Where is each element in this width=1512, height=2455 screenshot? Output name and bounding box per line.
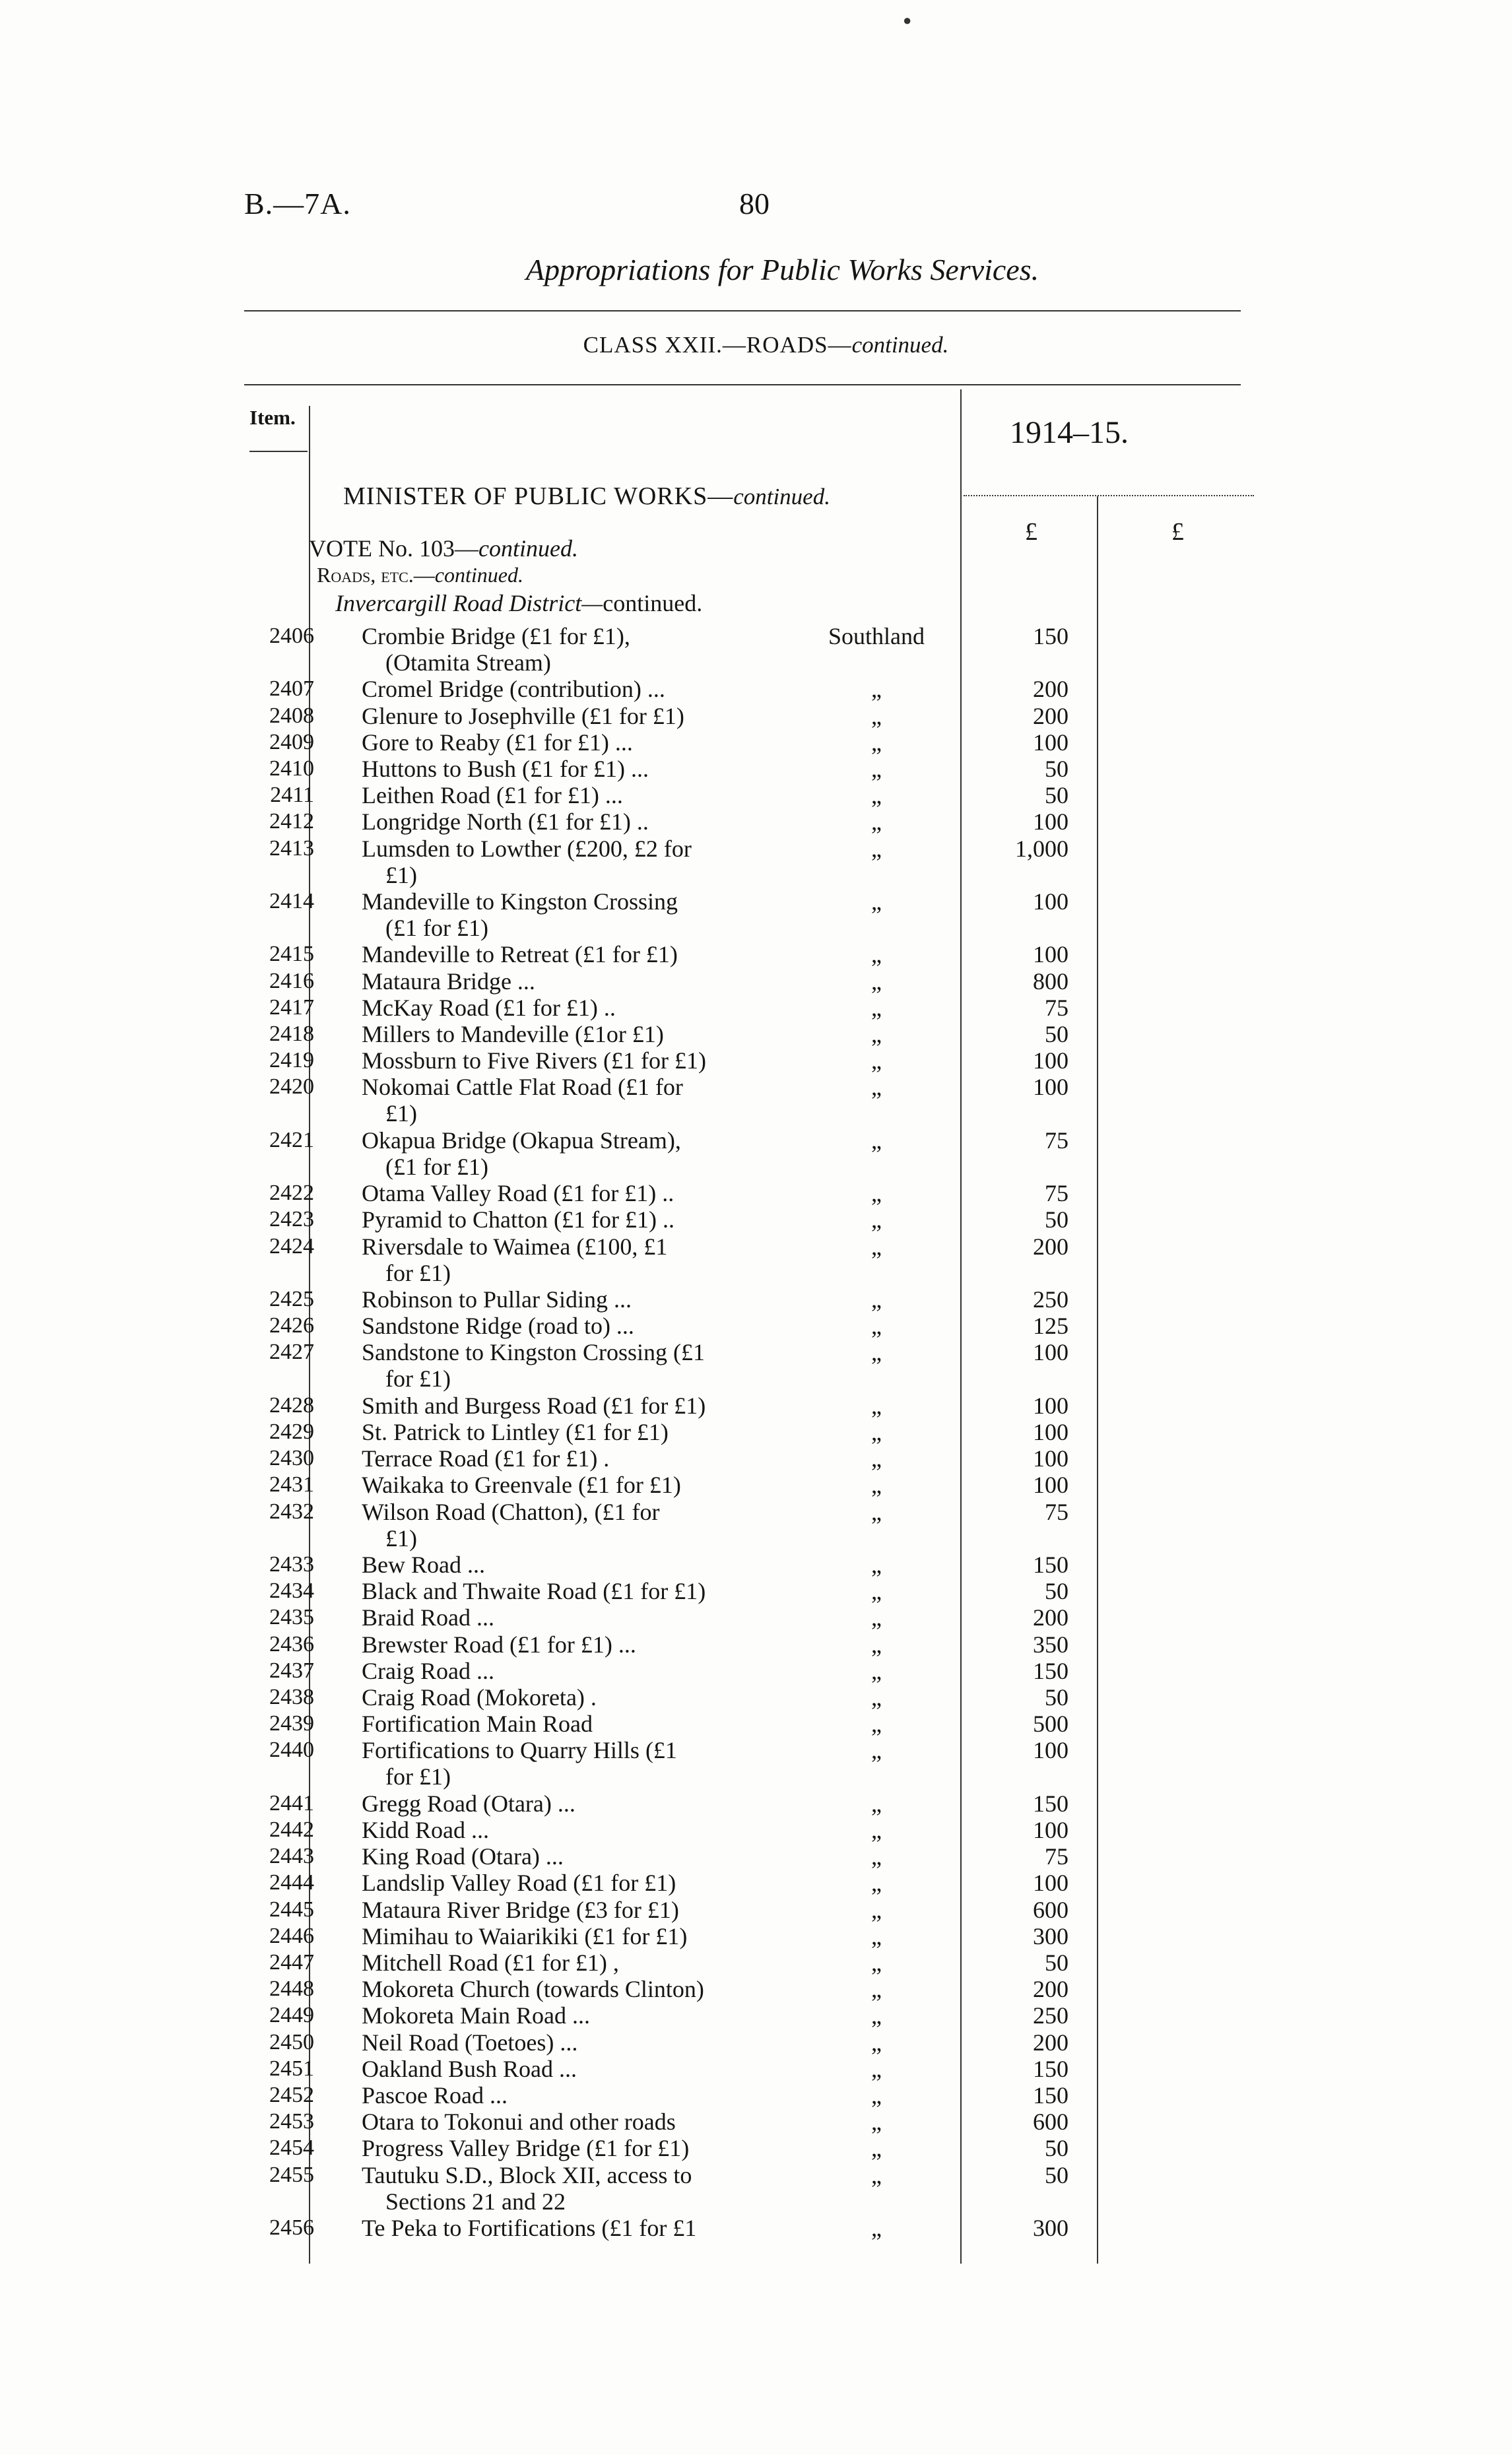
item-district: „ [871, 1233, 882, 1260]
item-number: 2427 [269, 1340, 314, 1364]
item-amount: 200 [1033, 676, 1068, 702]
item-district: Southland [828, 623, 925, 649]
roads-heading-main: Roads, etc.— [317, 563, 435, 587]
item-description [362, 1445, 771, 1472]
item-district: „ [871, 1737, 882, 1763]
item-description [362, 1074, 771, 1127]
description-line: Mokoreta Main Road ... [362, 2002, 590, 2029]
item-amount: 500 [1033, 1711, 1068, 1737]
item-district: „ [871, 995, 882, 1021]
item-description [362, 808, 771, 835]
item-number: 2430 [269, 1446, 314, 1470]
description-line: Progress Valley Bridge (£1 for £1) [362, 2135, 690, 2161]
item-header-underline [249, 451, 308, 452]
item-district: „ [871, 2056, 882, 2082]
item-amount: 300 [1033, 1923, 1068, 1949]
item-amount: 800 [1033, 968, 1068, 995]
item-number: 2428 [269, 1393, 314, 1418]
item-description [362, 1021, 771, 1047]
description-line: Mimihau to Waiarikiki (£1 for £1) [362, 1923, 688, 1949]
item-amount: 150 [1033, 2056, 1068, 2082]
item-amount: 50 [1045, 1684, 1068, 1711]
item-number: 2450 [269, 2030, 314, 2054]
item-number: 2439 [269, 1711, 314, 1736]
year-column-header: 1914–15. [1010, 415, 1129, 450]
item-number: 2444 [269, 1870, 314, 1895]
item-description [362, 1658, 771, 1684]
item-number: 2425 [269, 1287, 314, 1311]
item-district: „ [871, 1392, 882, 1419]
item-number: 2441 [269, 1791, 314, 1816]
year-header-rule [964, 495, 1254, 496]
item-number: 2426 [269, 1313, 314, 1338]
item-description [362, 2029, 771, 2056]
district-heading [335, 589, 702, 617]
item-number: 2445 [269, 1897, 314, 1922]
district-heading-main: Invercargill Road District— [335, 590, 603, 616]
item-amount: 250 [1033, 1286, 1068, 1313]
item-number: 2421 [269, 1128, 314, 1152]
description-continuation: (Otamita Stream) [385, 649, 551, 676]
description-line: St. Patrick to Lintley (£1 for £1) [362, 1419, 669, 1445]
description-line: Wilson Road (Chatton), (£1 for [362, 1499, 660, 1525]
item-description [362, 888, 771, 941]
item-district: „ [871, 1472, 882, 1498]
item-description [362, 1711, 771, 1737]
item-number: 2438 [269, 1685, 314, 1709]
item-number: 2436 [269, 1632, 314, 1656]
scan-mark-top: ● [903, 12, 912, 28]
description-continuation: £1) [385, 1525, 417, 1552]
description-continuation: (£1 for £1) [385, 915, 488, 941]
item-amount: 50 [1045, 2135, 1068, 2161]
document-reference: B.—7A. [244, 187, 351, 220]
item-description [362, 1604, 771, 1631]
item-amount: 350 [1033, 1631, 1068, 1658]
item-number: 2454 [269, 2136, 314, 2160]
item-number: 2452 [269, 2083, 314, 2107]
minister-heading [343, 482, 830, 511]
description-line: Sandstone Ridge (road to) ... [362, 1313, 634, 1339]
item-district: „ [871, 1817, 882, 1843]
item-number: 2442 [269, 1817, 314, 1842]
item-district: „ [871, 1313, 882, 1339]
item-amount: 200 [1033, 1976, 1068, 2002]
item-description [362, 703, 771, 729]
description-line: Glenure to Josephville (£1 for £1) [362, 703, 684, 729]
item-number: 2410 [269, 756, 314, 781]
item-number: 2414 [269, 889, 314, 913]
item-amount: 150 [1033, 1658, 1068, 1684]
item-district: „ [871, 2082, 882, 2109]
class-heading-main: CLASS XXII.—ROADS— [583, 332, 852, 358]
description-line: Otara to Tokonui and other roads [362, 2109, 676, 2135]
description-line: Waikaka to Greenvale (£1 for £1) [362, 1472, 681, 1498]
item-number: 2448 [269, 1977, 314, 2001]
item-number: 2434 [269, 1579, 314, 1603]
title-rule [244, 310, 1241, 311]
item-district: „ [871, 1897, 882, 1923]
description-line: Terrace Road (£1 for £1) . [362, 1445, 610, 1472]
item-amount: 150 [1033, 623, 1068, 649]
item-description [362, 1180, 771, 1206]
description-line: Landslip Valley Road (£1 for £1) [362, 1870, 676, 1896]
item-amount: 50 [1045, 756, 1068, 782]
item-description [362, 995, 771, 1021]
item-column-header: Item. [249, 406, 296, 429]
item-description [362, 1897, 771, 1923]
description-line: Longridge North (£1 for £1) .. [362, 808, 649, 835]
item-district: „ [871, 1419, 882, 1445]
minister-heading-continued: continued. [733, 484, 830, 509]
description-line: Huttons to Bush (£1 for £1) ... [362, 756, 649, 782]
item-description [362, 2215, 771, 2241]
amount-column-divider-right [1097, 496, 1098, 2264]
item-amount: 600 [1033, 1897, 1068, 1923]
item-amount: 100 [1033, 729, 1068, 756]
item-district: „ [871, 1286, 882, 1313]
item-district: „ [871, 1658, 882, 1684]
item-number: 2419 [269, 1048, 314, 1072]
item-district: „ [871, 1870, 882, 1896]
item-number: 2449 [269, 2003, 314, 2027]
description-continuation: Sections 21 and 22 [385, 2188, 566, 2215]
currency-symbol-items: £ [1025, 518, 1037, 546]
item-description [362, 1339, 771, 1392]
item-amount: 100 [1033, 808, 1068, 835]
description-line: Cromel Bridge (contribution) ... [362, 676, 665, 702]
item-description [362, 1392, 771, 1419]
item-description [362, 1578, 771, 1604]
item-district: „ [871, 1631, 882, 1658]
description-line: Pyramid to Chatton (£1 for £1) .. [362, 1206, 674, 1233]
item-district: „ [871, 1445, 882, 1472]
item-description [362, 2162, 771, 2215]
item-description [362, 623, 771, 676]
item-amount: 100 [1033, 1870, 1068, 1896]
minister-heading-main: MINISTER OF PUBLIC WORKS— [343, 482, 734, 510]
item-district: „ [871, 1976, 882, 2002]
item-description [362, 2002, 771, 2029]
class-heading-continued: continued. [851, 332, 949, 358]
description-line: Crombie Bridge (£1 for £1), [362, 623, 630, 649]
roads-heading-continued: continued. [434, 563, 523, 587]
item-number: 2413 [269, 836, 314, 861]
description-line: Bew Road ... [362, 1552, 485, 1578]
description-line: Black and Thwaite Road (£1 for £1) [362, 1578, 706, 1604]
item-description [362, 756, 771, 782]
item-description [362, 2056, 771, 2082]
item-number: 2429 [269, 1420, 314, 1444]
vote-heading-continued: continued. [478, 535, 578, 562]
item-amount: 200 [1033, 703, 1068, 729]
item-district: „ [871, 703, 882, 729]
item-district: „ [871, 1047, 882, 1074]
description-line: Neil Road (Toetoes) ... [362, 2029, 578, 2056]
item-district: „ [871, 835, 882, 862]
vote-heading [309, 535, 578, 562]
item-number: 2435 [269, 1605, 314, 1629]
item-number: 2418 [269, 1022, 314, 1046]
description-line: King Road (Otara) ... [362, 1843, 564, 1870]
description-line: McKay Road (£1 for £1) .. [362, 995, 616, 1021]
item-amount: 150 [1033, 1790, 1068, 1817]
item-number: 2433 [269, 1552, 314, 1577]
item-district: „ [871, 941, 882, 967]
description-line: Mitchell Road (£1 for £1) , [362, 1949, 619, 1976]
item-district: „ [871, 2029, 882, 2056]
item-district: „ [871, 1339, 882, 1365]
description-line: Te Peka to Fortifications (£1 for £1 [362, 2215, 697, 2241]
amount-column-divider-left [960, 389, 962, 2264]
item-district: „ [871, 2135, 882, 2161]
item-number: 2440 [269, 1738, 314, 1762]
item-amount: 100 [1033, 1445, 1068, 1472]
description-continuation: for £1) [385, 1763, 451, 1790]
item-description [362, 1631, 771, 1658]
item-description [362, 1552, 771, 1578]
item-amount: 600 [1033, 2109, 1068, 2135]
description-line: Mossburn to Five Rivers (£1 for £1) [362, 1047, 706, 1074]
item-amount: 75 [1045, 1180, 1068, 1206]
item-number: 2443 [269, 1844, 314, 1868]
item-district: „ [871, 2109, 882, 2135]
description-line: Craig Road (Mokoreta) . [362, 1684, 597, 1711]
item-description [362, 729, 771, 756]
description-line: Gregg Road (Otara) ... [362, 1790, 575, 1817]
item-description [362, 1419, 771, 1445]
item-amount: 100 [1033, 941, 1068, 967]
item-number: 2408 [269, 704, 314, 728]
item-amount: 50 [1045, 1021, 1068, 1047]
item-district: „ [871, 782, 882, 808]
item-description [362, 1499, 771, 1552]
item-description [362, 1737, 771, 1790]
item-district: „ [871, 1949, 882, 1976]
item-district: „ [871, 1711, 882, 1737]
description-continuation: for £1) [385, 1260, 451, 1286]
item-number: 2432 [269, 1499, 314, 1524]
item-amount: 200 [1033, 1604, 1068, 1631]
item-number: 2437 [269, 1658, 314, 1683]
item-description [362, 1286, 771, 1313]
item-amount: 100 [1033, 1074, 1068, 1100]
item-district: „ [871, 2002, 882, 2029]
description-line: Mokoreta Church (towards Clinton) [362, 1976, 704, 2002]
item-district: „ [871, 1843, 882, 1870]
item-amount: 150 [1033, 2082, 1068, 2109]
item-district: „ [871, 2162, 882, 2188]
item-number: 2455 [269, 2163, 314, 2187]
item-amount: 100 [1033, 1817, 1068, 1843]
district-heading-continued: continued. [603, 590, 703, 616]
item-district: „ [871, 756, 882, 782]
item-amount: 100 [1033, 888, 1068, 915]
item-number: 2431 [269, 1472, 314, 1497]
description-line: Mandeville to Retreat (£1 for £1) [362, 941, 678, 967]
item-district: „ [871, 1021, 882, 1047]
item-description [362, 1843, 771, 1870]
item-number: 2407 [269, 676, 314, 701]
item-description [362, 1949, 771, 1976]
item-description [362, 676, 771, 702]
item-amount: 50 [1045, 1206, 1068, 1233]
description-line: Okapua Bridge (Okapua Stream), [362, 1127, 681, 1154]
description-line: Fortifications to Quarry Hills (£1 [362, 1737, 677, 1763]
class-heading [0, 332, 1512, 358]
item-description [362, 1233, 771, 1286]
description-continuation: £1) [385, 1100, 417, 1127]
currency-symbol-total: £ [1171, 518, 1184, 546]
item-amount: 150 [1033, 1552, 1068, 1578]
item-amount: 100 [1033, 1472, 1068, 1498]
item-number: 2416 [269, 969, 314, 993]
item-amount: 1,000 [1015, 835, 1068, 862]
item-description [362, 2082, 771, 2109]
description-line: Oakland Bush Road ... [362, 2056, 577, 2082]
item-district: „ [871, 1180, 882, 1206]
item-district: „ [871, 676, 882, 702]
item-district: „ [871, 1604, 882, 1631]
item-number: 2447 [269, 1950, 314, 1975]
item-district: „ [871, 968, 882, 995]
item-description [362, 1206, 771, 1233]
item-district: „ [871, 1074, 882, 1100]
item-number: 2420 [269, 1074, 314, 1099]
item-description [362, 1127, 771, 1180]
description-line: Kidd Road ... [362, 1817, 489, 1843]
item-description [362, 1976, 771, 2002]
item-amount: 100 [1033, 1737, 1068, 1763]
item-description [362, 2109, 771, 2135]
item-amount: 50 [1045, 782, 1068, 808]
item-number: 2422 [269, 1181, 314, 1205]
description-line: Millers to Mandeville (£1or £1) [362, 1021, 664, 1047]
item-district: „ [871, 1578, 882, 1604]
item-number: 2456 [269, 2215, 314, 2240]
item-amount: 50 [1045, 2162, 1068, 2188]
item-description [362, 1923, 771, 1949]
item-number: 2409 [269, 730, 314, 754]
description-line: Robinson to Pullar Siding ... [362, 1286, 632, 1313]
description-line: Mataura Bridge ... [362, 968, 535, 995]
description-line: Sandstone to Kingston Crossing (£1 [362, 1339, 706, 1365]
roads-heading [317, 563, 523, 587]
description-line: Smith and Burgess Road (£1 for £1) [362, 1392, 706, 1419]
item-district: „ [871, 729, 882, 756]
description-line: Otama Valley Road (£1 for £1) .. [362, 1180, 674, 1206]
description-line: Nokomai Cattle Flat Road (£1 for [362, 1074, 683, 1100]
description-line: Braid Road ... [362, 1604, 494, 1631]
item-amount: 75 [1045, 995, 1068, 1021]
item-amount: 200 [1033, 1233, 1068, 1260]
description-line: Lumsden to Lowther (£200, £2 for [362, 835, 692, 862]
item-description [362, 968, 771, 995]
item-amount: 100 [1033, 1392, 1068, 1419]
item-number: 2424 [269, 1234, 314, 1259]
item-district: „ [871, 1552, 882, 1578]
item-district: „ [871, 1499, 882, 1525]
item-district: „ [871, 1790, 882, 1817]
item-number: 2406 [269, 624, 314, 648]
item-amount: 250 [1033, 2002, 1068, 2029]
item-district: „ [871, 1923, 882, 1949]
item-description [362, 782, 771, 808]
item-amount: 50 [1045, 1578, 1068, 1604]
item-amount: 75 [1045, 1499, 1068, 1525]
item-amount: 300 [1033, 2215, 1068, 2241]
item-amount: 100 [1033, 1339, 1068, 1365]
item-number: 2411 [270, 783, 314, 807]
item-number: 2417 [269, 995, 314, 1020]
description-line: Riversdale to Waimea (£100, £1 [362, 1233, 668, 1260]
item-description [362, 1684, 771, 1711]
item-amount: 125 [1033, 1313, 1068, 1339]
item-number: 2412 [269, 809, 314, 834]
item-number: 2453 [269, 2109, 314, 2134]
description-line: Tautuku S.D., Block XII, access to [362, 2162, 692, 2188]
item-amount: 100 [1033, 1419, 1068, 1445]
item-description [362, 835, 771, 888]
item-amount: 50 [1045, 1949, 1068, 1976]
item-number: 2451 [269, 2056, 314, 2081]
item-district: „ [871, 1206, 882, 1233]
item-number: 2446 [269, 1924, 314, 1948]
description-continuation: £1) [385, 862, 417, 888]
item-district: „ [871, 1684, 882, 1711]
item-description [362, 941, 771, 967]
description-line: Craig Road ... [362, 1658, 494, 1684]
item-number: 2415 [269, 942, 314, 966]
item-amount: 200 [1033, 2029, 1068, 2056]
item-amount: 75 [1045, 1127, 1068, 1154]
description-continuation: (£1 for £1) [385, 1154, 488, 1180]
description-line: Brewster Road (£1 for £1) ... [362, 1631, 636, 1658]
item-description [362, 1313, 771, 1339]
item-district: „ [871, 2215, 882, 2241]
description-line: Mandeville to Kingston Crossing [362, 888, 678, 915]
description-line: Leithen Road (£1 for £1) ... [362, 782, 623, 808]
page-number: 80 [739, 187, 770, 220]
description-continuation: for £1) [385, 1365, 451, 1392]
item-description [362, 1870, 771, 1896]
item-description [362, 2135, 771, 2161]
class-rule [244, 384, 1241, 385]
item-number: 2423 [269, 1207, 314, 1231]
description-line: Gore to Reaby (£1 for £1) ... [362, 729, 633, 756]
item-description [362, 1790, 771, 1817]
description-line: Mataura River Bridge (£3 for £1) [362, 1897, 679, 1923]
description-line: Pascoe Road ... [362, 2082, 508, 2109]
item-district: „ [871, 888, 882, 915]
item-description [362, 1472, 771, 1498]
item-amount: 100 [1033, 1047, 1068, 1074]
item-district: „ [871, 808, 882, 835]
item-description [362, 1047, 771, 1074]
description-line: Fortification Main Road [362, 1711, 593, 1737]
item-district: „ [871, 1127, 882, 1154]
item-amount: 75 [1045, 1843, 1068, 1870]
vote-heading-main: VOTE No. 103— [309, 535, 478, 562]
page-title: Appropriations for Public Works Services. [525, 253, 1039, 286]
item-description [362, 1817, 771, 1843]
